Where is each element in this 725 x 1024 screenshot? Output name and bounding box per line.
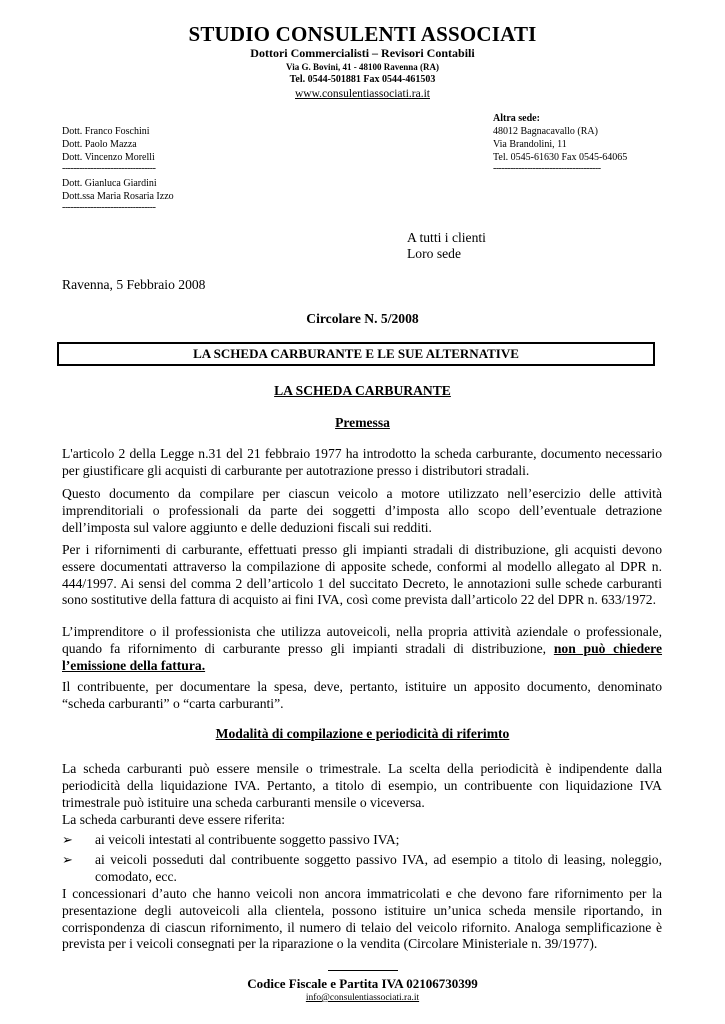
paragraph: Questo documento da compilare per ciascun veicolo a motore utilizzato nell’esercizio delle attività imprenditoriali o professionali da parte dei soggetti d’imposta allo scopo dell’eventuale detrazione dell’imposta sul valore aggiunto e delle deduzioni fiscali sui redditi. [62,486,662,535]
emphasis-text: non può chiedere l’emissione della fattura. [62,640,663,673]
premessa-heading: Premessa [335,415,390,430]
paragraph: I concessionari d’auto che hanno veicoli non ancora immatricolati e che devono fare rifornimento per la presentazione degli autoveicoli alla clientela, possono istituire un’unica scheda mensile riportando, in corrispondenza di ciascun rifornimento, il numero di telaio del veicolo rifornito. Analoga semplificazione è prevista per i veicoli consegnati per la riparazione o la vendita (Circolare Ministeriale n. 39/1977). [62,886,662,952]
paragraph [62,624,662,674]
other-office-line: Tel. 0545-61630 Fax 0545-64065 [493,152,628,163]
separator: --------------------------------- [62,202,156,213]
partner-name: Dott. Franco Foschini [62,126,150,137]
paragraph-text: L’imprenditore o il professionista che utilizza autoveicoli, nella propria attività aziendale o professionale, quando fa rifornimento di carburante presso gli impianti stradali di distribuzione, [62,624,662,656]
recipient-line: Loro sede [407,246,461,261]
paragraph: Per i rifornimenti di carburante, effettuati presso gli impianti stradali di distribuzione, gli acquisti devono essere documentati attraverso la compilazione di apposite schede, conformi al modello allegato al DPR n. 444/1997. Ai sensi del comma 2 dell’articolo 1 del succitato Decreto, le annotazioni sulle schede carburanti sono sostitutive della fattura di acquisto ai fini IVA, così come prevista dall’articolo 22 del DPR n. 633/1972. [62,542,662,608]
boxed-title: LA SCHEDA CARBURANTE E LE SUE ALTERNATIVE [57,342,655,366]
studio-address: Via G. Bovini, 41 - 48100 Ravenna (RA) [286,62,439,72]
recipient-block [407,230,486,262]
partner-list-1 [62,125,174,213]
footer-email-link[interactable]: info@consulentiassociati.ra.it [305,993,420,1003]
paragraph: La scheda carburanti deve essere riferita: [62,812,286,827]
studio-title: STUDIO CONSULENTI ASSOCIATI [188,22,537,46]
other-office-line: Via Brandolini, 11 [493,139,567,150]
footer-rule [328,970,398,971]
circular-number: Circolare N. 5/2008 [306,311,419,326]
bullet-arrow-icon: ➢ [62,832,73,847]
partner-name: Dott. Vincenzo Morelli [62,152,155,163]
footer-tax-code: Codice Fiscale e Partita IVA 02106730399 [247,976,478,991]
paragraph: Il contribuente, per documentare la spesa, deve, pertanto, istituire un apposito documento, denominato “scheda carburanti” o “carta carburanti”. [62,679,662,711]
section-title: LA SCHEDA CARBURANTE [274,383,451,398]
partner-name: Dott. Paolo Mazza [62,139,137,150]
other-office-label: Altra sede: [493,113,540,124]
bullet-text: ai veicoli intestati al contribuente soggetto passivo IVA; [95,832,400,847]
partner-name: Dott. Gianluca Giardini [62,178,157,189]
other-office [493,112,627,174]
separator: --------------------------------- [62,163,156,174]
separator: -------------------------------------- [493,163,601,174]
recipient-line: A tutti i clienti [407,230,486,245]
studio-website-link[interactable]: www.consulentiassociati.ra.it [295,88,430,100]
studio-phone: Tel. 0544-501881 Fax 0544-461503 [289,74,436,85]
partner-name: Dott.ssa Maria Rosaria Izzo [62,191,174,202]
bullet-arrow-icon: ➢ [62,852,73,867]
bullet-text: ai veicoli posseduti dal contribuente soggetto passivo IVA, ad esempio a titolo di leasing, noleggio, comodato, ecc. [95,852,662,884]
letter-date: Ravenna, 5 Febbraio 2008 [62,277,206,292]
subsection-heading: Modalità di compilazione e periodicità di riferimto [215,726,510,741]
other-office-line: 48012 Bagnacavallo (RA) [493,126,598,137]
studio-subtitle: Dottori Commercialisti – Revisori Contabili [250,46,475,60]
bullet-item [62,852,662,886]
bullet-item [62,832,662,849]
paragraph: La scheda carburanti può essere mensile o trimestrale. La scelta della periodicità è indipendente dalla periodicità della liquidazione IVA. Pertanto, a titolo di esempio, un contribuente con liquidazione IVA trimestrale può istituire una scheda carburanti mensile o viceversa. [62,761,662,810]
paragraph: L'articolo 2 della Legge n.31 del 21 febbraio 1977 ha introdotto la scheda carburante, documento necessario per giustificare gli acquisti di carburante per autotrazione presso i distributori stradali. [62,446,662,478]
